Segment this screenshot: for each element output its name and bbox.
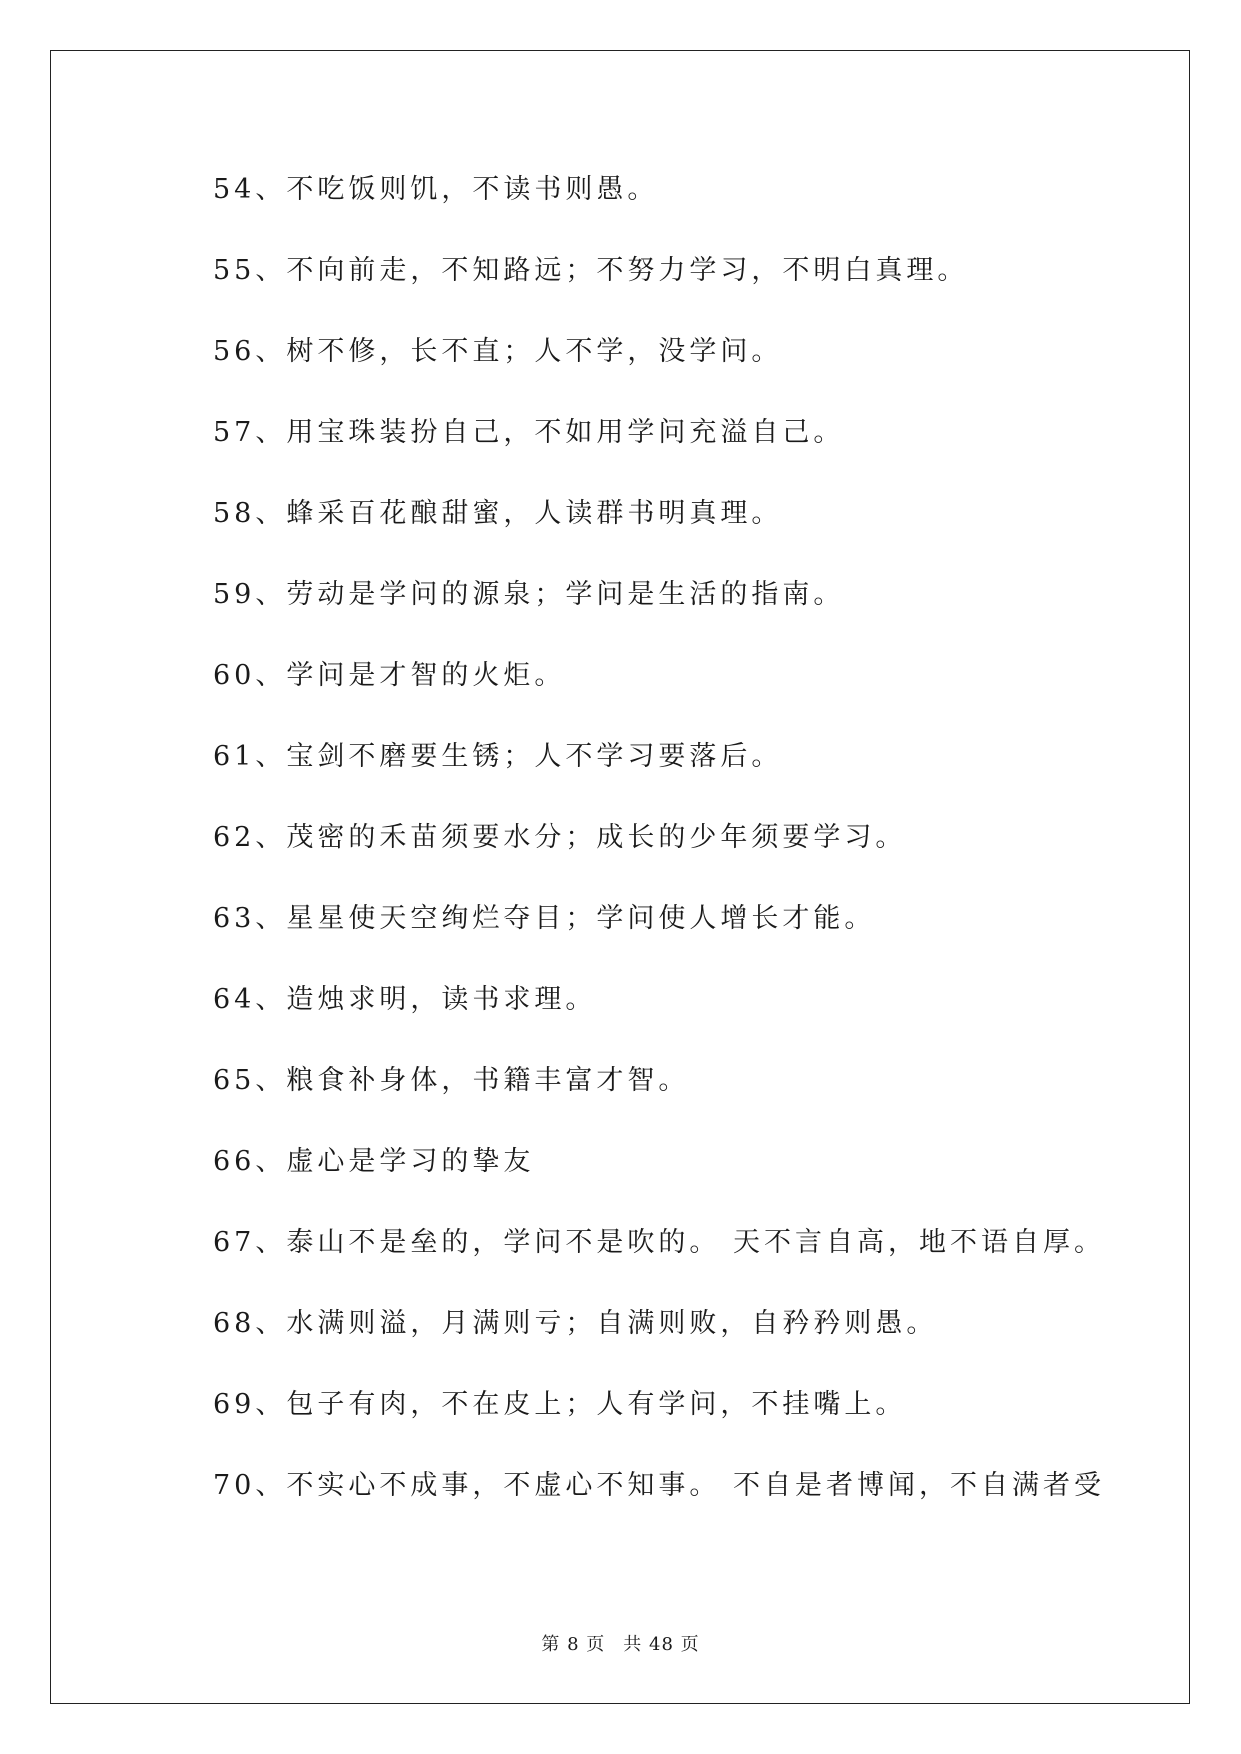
text-line: 57、用宝珠装扮自己，不如用学问充溢自己。 (213, 417, 845, 448)
text-line: 56、树不修，长不直；人不学，没学问。 (213, 336, 783, 367)
text-line: 58、蜂采百花酿甜蜜，人读群书明真理。 (213, 498, 783, 529)
text-line: 54、不吃饭则饥，不读书则愚。 (213, 174, 659, 205)
text-line: 59、劳动是学问的源泉；学问是生活的指南。 (213, 579, 845, 610)
text-line: 61、宝剑不磨要生锈；人不学习要落后。 (213, 741, 783, 772)
page-border (50, 50, 1190, 1704)
page-number: 第 8 页 (541, 1634, 606, 1655)
text-line: 55、不向前走，不知路远；不努力学习，不明白真理。 (213, 255, 969, 286)
text-line: 65、粮食补身体，书籍丰富才智。 (213, 1065, 690, 1096)
page-total: 共 48 页 (623, 1634, 700, 1655)
text-line: 62、茂密的禾苗须要水分；成长的少年须要学习。 (213, 822, 907, 853)
text-line: 60、学问是才智的火炬。 (213, 660, 566, 691)
text-line: 64、造烛求明，读书求理。 (213, 984, 597, 1015)
text-line: 63、星星使天空绚烂夺目；学问使人增长才能。 (213, 903, 876, 934)
text-line: 67、泰山不是垒的，学问不是吹的。 天不言自高，地不语自厚。 (213, 1227, 1105, 1258)
text-line: 68、水满则溢，月满则亏；自满则败，自矜矜则愚。 (213, 1308, 938, 1339)
text-line: 66、虚心是学习的挚友 (213, 1146, 535, 1177)
text-line: 69、包子有肉，不在皮上；人有学问，不挂嘴上。 (213, 1389, 907, 1420)
text-line: 70、不实心不成事，不虚心不知事。 不自是者博闻，不自满者受 (213, 1470, 1105, 1501)
page-footer (0, 1630, 1241, 1656)
